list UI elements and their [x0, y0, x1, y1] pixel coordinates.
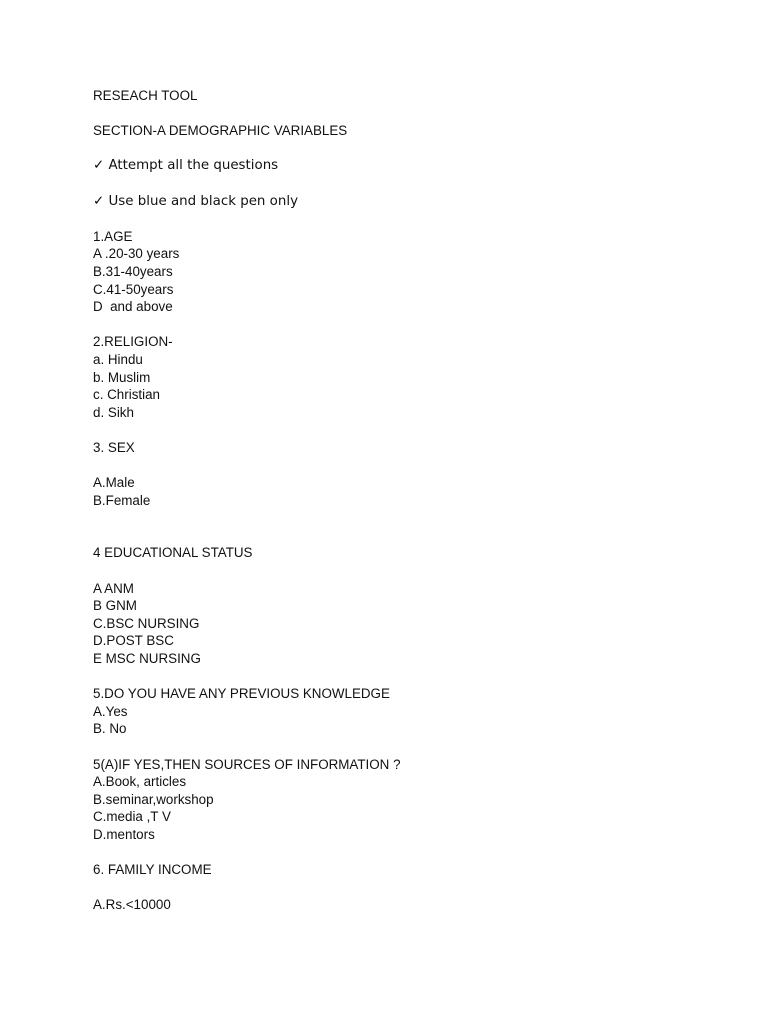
document-page [93, 87, 733, 914]
question-previous-knowledge: 5.DO YOU HAVE ANY PREVIOUS KNOWLEDGE [93, 686, 390, 702]
question-educational-status: 4 EDUCATIONAL STATUS [93, 545, 253, 561]
section-heading: SECTION-A DEMOGRAPHIC VARIABLES [93, 123, 348, 139]
option-education-e: E MSC NURSING [93, 651, 201, 666]
option-education-c: C.BSC NURSING [93, 615, 200, 631]
question-religion: 2.RELIGION- [93, 334, 173, 350]
spacer [93, 668, 733, 686]
option-source-b: B.seminar,workshop [93, 791, 214, 807]
option-religion-b: b. Muslim [93, 369, 151, 385]
option-religion-a: a. Hindu [93, 351, 143, 367]
spacer [93, 879, 733, 897]
instruction-1: ✓ Attempt all the questions [93, 158, 279, 174]
spacer [93, 738, 733, 756]
option-religion-d: d. Sikh [93, 404, 134, 420]
option-knowledge-a: A.Yes [93, 703, 128, 719]
option-age-b: B.31-40years [93, 263, 173, 279]
option-source-d: D.mentors [93, 826, 155, 842]
question-sources-of-information: 5(A)IF YES,THEN SOURCES OF INFORMATION ? [93, 756, 401, 772]
option-source-a: A.Book, articles [93, 774, 187, 790]
option-religion-c: c. Christian [93, 387, 160, 403]
spacer [93, 210, 733, 228]
spacer [93, 140, 733, 158]
option-age-c: C.41-50years [93, 281, 174, 297]
option-sex-b: B.Female [93, 492, 151, 508]
option-education-d: D.POST BSC [93, 633, 174, 649]
spacer [93, 175, 733, 193]
question-age: 1.AGE [93, 228, 133, 244]
option-education-b: B GNM [93, 598, 137, 614]
option-source-c: C.media ,T V [93, 809, 171, 825]
spacer [93, 456, 733, 474]
option-sex-a: A.Male [93, 475, 135, 491]
instruction-2: ✓ Use blue and black pen only [93, 193, 299, 209]
question-family-income: 6. FAMILY INCOME [93, 862, 212, 878]
spacer [93, 316, 733, 334]
option-education-a: A ANM [93, 580, 134, 596]
option-age-a: A .20-30 years [93, 246, 180, 262]
spacer [93, 844, 733, 862]
option-knowledge-b: B. No [93, 721, 127, 737]
option-age-d: D and above [93, 299, 173, 315]
question-sex: 3. SEX [93, 439, 135, 455]
spacer [93, 509, 733, 544]
document-title: RESEACH TOOL [93, 88, 198, 103]
spacer [93, 562, 733, 580]
spacer [93, 105, 733, 123]
option-income-a: A.Rs.<10000 [93, 897, 171, 913]
spacer [93, 421, 733, 439]
